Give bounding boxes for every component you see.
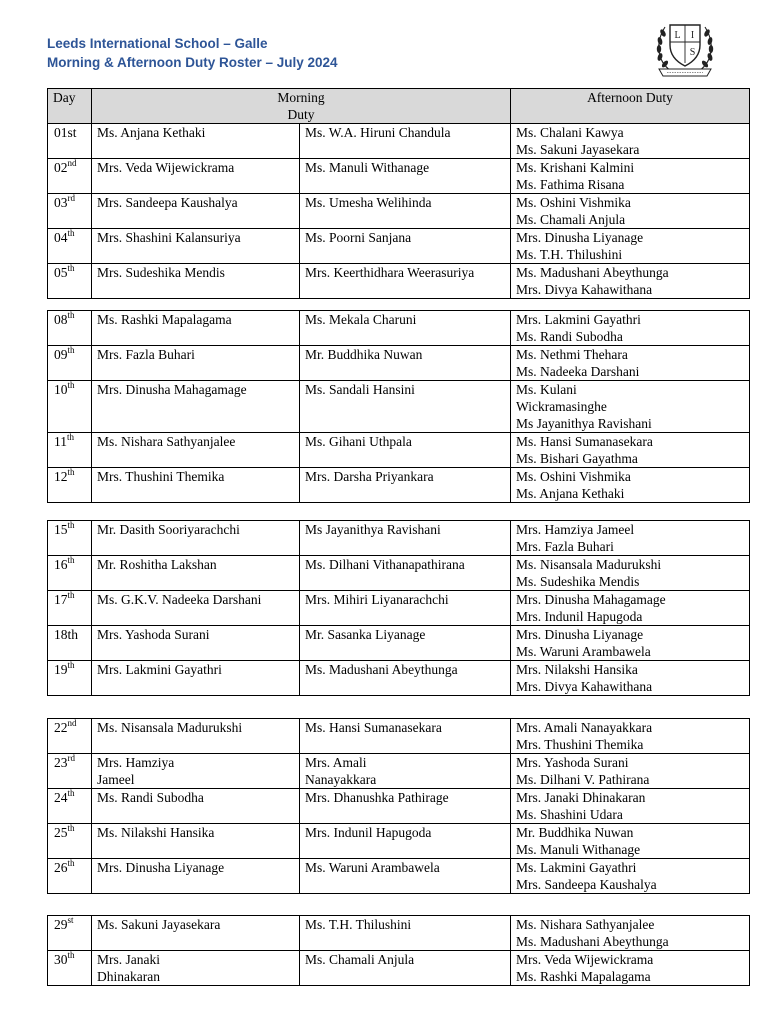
afternoon-duty-teachers [511, 754, 750, 789]
svg-text:S: S [689, 47, 696, 58]
afternoon-duty-teachers [511, 824, 750, 859]
name-line: Ms. Manuli Withanage [516, 842, 641, 857]
name-line: Mrs. Lakmini Gayathri [97, 662, 222, 677]
day-cell [48, 433, 92, 468]
morning-duty-teacher-1 [92, 229, 300, 264]
name-line: Ms. Rashki Mapalagama [516, 969, 651, 984]
name-line: Mrs. Fazla Buhari [516, 539, 614, 554]
name-line: Ms. Madushani Abeythunga [305, 662, 458, 677]
name-line: Mrs. Hamziya Jameel [516, 522, 635, 537]
morning-duty-teacher-1 [92, 626, 300, 661]
day-suffix: th [67, 263, 75, 273]
column-header-day: Day [48, 89, 92, 124]
morning-duty-teacher-1 [92, 661, 300, 696]
name-line: Jameel [97, 772, 135, 787]
name-line: Ms. Nethmi Thehara [516, 347, 628, 362]
name-line: Dhinakaran [97, 969, 160, 984]
day-cell [48, 916, 92, 951]
name-line: Mrs. Divya Kahawithana [516, 282, 653, 297]
name-line: Ms. Nadeeka Darshani [516, 364, 640, 379]
name-line: Mr. Roshitha Lakshan [97, 557, 217, 572]
name-line: Ms. Umesha Welihinda [305, 195, 432, 210]
name-line: Ms. Oshini Vishmika [516, 469, 631, 484]
day-number: 25 [54, 825, 68, 840]
day-suffix: th [67, 310, 75, 320]
name-line: Ms. Chamali Anjula [305, 952, 415, 967]
school-name: Leeds International School – Galle [47, 36, 268, 51]
day-number: 16 [54, 557, 68, 572]
name-line: Ms. Dilhani V. Pathirana [516, 772, 650, 787]
name-line: Ms. Krishani Kalmini [516, 160, 635, 175]
column-header-afternoon-duty: Afternoon Duty [511, 89, 750, 124]
name-line: Mrs. Amali Nanayakkara [516, 720, 653, 735]
name-line: Ms. Madushani Abeythunga [516, 265, 669, 280]
afternoon-duty-teachers [511, 264, 750, 299]
name-line: Ms. Anjana Kethaki [516, 486, 625, 501]
name-line: Mrs. Sudeshika Mendis [97, 265, 225, 280]
morning-duty-teacher-1 [92, 754, 300, 789]
morning-duty-teacher-2 [300, 626, 511, 661]
day-number: 15 [54, 522, 68, 537]
name-line: Ms. Sakuni Jayasekara [516, 142, 640, 157]
name-line: Ms. Sakuni Jayasekara [97, 917, 221, 932]
name-line: Mrs. Veda Wijewickrama [516, 952, 654, 967]
day-number: 23 [54, 755, 68, 770]
name-line: Ms. Oshini Vishmika [516, 195, 631, 210]
morning-duty-teacher-2 [300, 521, 511, 556]
afternoon-duty-teachers [511, 433, 750, 468]
day-suffix: th [67, 590, 75, 600]
name-line: Mrs. Shashini Kalansuriya [97, 230, 241, 245]
morning-duty-teacher-1 [92, 951, 300, 986]
name-line: Mrs. Dinusha Liyanage [516, 627, 644, 642]
morning-duty-teacher-1 [92, 159, 300, 194]
table-row [48, 719, 750, 754]
afternoon-duty-teachers [511, 859, 750, 894]
day-cell [48, 381, 92, 433]
table-row [48, 916, 750, 951]
name-line: Ms. Randi Subodha [516, 329, 623, 344]
afternoon-duty-teachers [511, 626, 750, 661]
morning-header-line: Morning [277, 90, 325, 105]
morning-duty-teacher-1 [92, 916, 300, 951]
morning-duty-teacher-1 [92, 124, 300, 159]
name-line: Ms. Nishara Sathyanjalee [516, 917, 655, 932]
morning-duty-teacher-2 [300, 591, 511, 626]
roster-title: Morning & Afternoon Duty Roster – July 2024 [47, 55, 338, 70]
afternoon-duty-teachers [511, 468, 750, 503]
day-number: 08 [54, 312, 68, 327]
name-line: Ms. Nisansala Madurukshi [516, 557, 662, 572]
day-suffix: th [67, 467, 75, 477]
day-cell [48, 556, 92, 591]
name-line: Ms. Randi Subodha [97, 790, 204, 805]
day-cell [48, 626, 92, 661]
day-cell [48, 719, 92, 754]
name-line: Mrs. Janaki Dhinakaran [516, 790, 646, 805]
svg-text:L: L [674, 30, 681, 41]
name-line: Wickramasinghe [516, 399, 607, 414]
name-line: Mrs. Janaki [97, 952, 160, 967]
day-number: 09 [54, 347, 68, 362]
morning-duty-teacher-2 [300, 661, 511, 696]
morning-duty-teacher-1 [92, 264, 300, 299]
morning-duty-teacher-2 [300, 264, 511, 299]
morning-duty-teacher-2 [300, 754, 511, 789]
day-number: 02 [54, 160, 68, 175]
name-line: Mrs. Divya Kahawithana [516, 679, 653, 694]
name-line: Mrs. Dinusha Mahagamage [516, 592, 666, 607]
day-suffix: st [67, 915, 74, 925]
name-line: Ms. Fathima Risana [516, 177, 625, 192]
morning-duty-teacher-2 [300, 381, 511, 433]
day-cell [48, 859, 92, 894]
day-cell [48, 754, 92, 789]
morning-duty-teacher-2 [300, 433, 511, 468]
table-row [48, 754, 750, 789]
table-header-row [48, 89, 750, 124]
name-line: Ms. Anjana Kethaki [97, 125, 206, 140]
afternoon-duty-teachers [511, 229, 750, 264]
morning-duty-teacher-1 [92, 346, 300, 381]
table-row [48, 311, 750, 346]
name-line: Mrs. Dhanushka Pathirage [305, 790, 449, 805]
morning-duty-teacher-1 [92, 194, 300, 229]
day-number: 01st [54, 125, 77, 140]
morning-duty-teacher-1 [92, 556, 300, 591]
name-line: Ms. T.H. Thilushini [305, 917, 412, 932]
day-suffix: rd [67, 753, 75, 763]
name-line: Mrs. Hamziya [97, 755, 175, 770]
name-line: Mr. Sasanka Liyanage [305, 627, 426, 642]
afternoon-duty-teachers [511, 124, 750, 159]
morning-duty-teacher-1 [92, 311, 300, 346]
name-line: Ms. Rashki Mapalagama [97, 312, 232, 327]
name-line: Ms. G.K.V. Nadeeka Darshani [97, 592, 262, 607]
day-number: 26 [54, 860, 68, 875]
morning-duty-teacher-1 [92, 468, 300, 503]
afternoon-duty-teachers [511, 951, 750, 986]
day-cell [48, 521, 92, 556]
name-line: Ms. Chalani Kawya [516, 125, 624, 140]
name-line: Ms. Waruni Arambawela [305, 860, 440, 875]
name-line: Ms. Poorni Sanjana [305, 230, 412, 245]
day-cell [48, 194, 92, 229]
morning-duty-teacher-1 [92, 381, 300, 433]
morning-duty-teacher-2 [300, 159, 511, 194]
day-suffix: th [67, 432, 75, 442]
name-line: Mrs. Yashoda Surani [516, 755, 629, 770]
name-line: Mrs. Thushini Themika [516, 737, 644, 752]
name-line: Mrs. Dinusha Liyanage [516, 230, 644, 245]
day-suffix: th [67, 380, 75, 390]
name-line: Ms Jayanithya Ravishani [305, 522, 441, 537]
table-row [48, 229, 750, 264]
morning-duty-teacher-2 [300, 859, 511, 894]
day-suffix: th [67, 555, 75, 565]
day-cell [48, 229, 92, 264]
day-suffix: nd [67, 158, 77, 168]
day-cell [48, 159, 92, 194]
morning-duty-teacher-2 [300, 719, 511, 754]
morning-duty-teacher-1 [92, 859, 300, 894]
morning-duty-teacher-2 [300, 789, 511, 824]
table-row [48, 789, 750, 824]
morning-duty-teacher-1 [92, 789, 300, 824]
name-line: Ms. Bishari Gayathma [516, 451, 638, 466]
name-line: Ms. Nilakshi Hansika [97, 825, 215, 840]
morning-duty-teacher-2 [300, 311, 511, 346]
roster-table-week-2 [47, 310, 750, 503]
morning-header-line: Duty [287, 107, 315, 122]
morning-duty-teacher-1 [92, 433, 300, 468]
day-number: 24 [54, 790, 68, 805]
day-suffix: nd [67, 718, 77, 728]
name-line: Ms Jayanithya Ravishani [516, 416, 652, 431]
day-cell [48, 311, 92, 346]
name-line: Mrs. Indunil Hapugoda [305, 825, 432, 840]
table-row [48, 159, 750, 194]
day-suffix: th [67, 788, 75, 798]
column-header-morning-duty [92, 89, 511, 124]
name-line: Ms. Sandali Hansini [305, 382, 415, 397]
day-number: 10 [54, 382, 68, 397]
name-line: Ms. Hansi Sumanasekara [305, 720, 442, 735]
name-line: Ms. Nisansala Madurukshi [97, 720, 243, 735]
day-cell [48, 591, 92, 626]
name-line: Mrs. Dinusha Mahagamage [97, 382, 247, 397]
name-line: Ms. Shashini Udara [516, 807, 623, 822]
day-cell [48, 124, 92, 159]
day-suffix: th [67, 950, 75, 960]
morning-duty-teacher-1 [92, 719, 300, 754]
morning-duty-teacher-2 [300, 556, 511, 591]
afternoon-duty-teachers [511, 591, 750, 626]
name-line: Ms. Chamali Anjula [516, 212, 626, 227]
roster-table-week-3 [47, 520, 750, 696]
name-line: Ms. Madushani Abeythunga [516, 934, 669, 949]
name-line: Ms. T.H. Thilushini [516, 247, 623, 262]
morning-duty-teacher-1 [92, 591, 300, 626]
day-number: 05 [54, 265, 68, 280]
table-row [48, 859, 750, 894]
day-number: 11 [54, 434, 67, 449]
table-row [48, 661, 750, 696]
day-cell [48, 346, 92, 381]
morning-duty-teacher-1 [92, 521, 300, 556]
table-row [48, 591, 750, 626]
name-line: Ms. Lakmini Gayathri [516, 860, 637, 875]
morning-duty-teacher-2 [300, 124, 511, 159]
afternoon-duty-teachers [511, 311, 750, 346]
name-line: Ms. Kulani [516, 382, 577, 397]
day-suffix: th [67, 345, 75, 355]
afternoon-duty-teachers [511, 194, 750, 229]
morning-duty-teacher-2 [300, 346, 511, 381]
name-line: Mr. Buddhika Nuwan [516, 825, 634, 840]
table-row [48, 194, 750, 229]
table-row [48, 468, 750, 503]
svg-text:I: I [690, 30, 695, 41]
name-line: Mr. Buddhika Nuwan [305, 347, 423, 362]
name-line: Mrs. Thushini Themika [97, 469, 225, 484]
name-line: Mrs. Fazla Buhari [97, 347, 195, 362]
day-number: 18th [54, 627, 79, 642]
name-line: Mrs. Sandeepa Kaushalya [516, 877, 657, 892]
afternoon-duty-teachers [511, 789, 750, 824]
day-number: 03 [54, 195, 68, 210]
name-line: Mrs. Sandeepa Kaushalya [97, 195, 238, 210]
day-suffix: rd [67, 193, 75, 203]
roster-table-week-1 [47, 88, 750, 299]
morning-duty-teacher-2 [300, 951, 511, 986]
name-line: Mrs. Dinusha Liyanage [97, 860, 225, 875]
name-line: Mrs. Veda Wijewickrama [97, 160, 235, 175]
name-line: Mrs. Keerthidhara Weerasuriya [305, 265, 475, 280]
day-number: 12 [54, 469, 68, 484]
afternoon-duty-teachers [511, 346, 750, 381]
name-line: Mrs. Lakmini Gayathri [516, 312, 641, 327]
name-line: Ms. Gihani Uthpala [305, 434, 412, 449]
name-line: Mrs. Mihiri Liyanarachchi [305, 592, 449, 607]
morning-duty-teacher-2 [300, 194, 511, 229]
afternoon-duty-teachers [511, 661, 750, 696]
day-suffix: th [67, 228, 75, 238]
morning-duty-teacher-2 [300, 468, 511, 503]
afternoon-duty-teachers [511, 719, 750, 754]
name-line: Ms. Manuli Withanage [305, 160, 430, 175]
name-line: Ms. Hansi Sumanasekara [516, 434, 653, 449]
table-row [48, 433, 750, 468]
morning-duty-teacher-2 [300, 229, 511, 264]
day-number: 19 [54, 662, 68, 677]
school-crest-logo [651, 13, 719, 83]
day-cell [48, 824, 92, 859]
day-number: 17 [54, 592, 68, 607]
table-row [48, 626, 750, 661]
table-row [48, 556, 750, 591]
afternoon-duty-teachers [511, 521, 750, 556]
name-line: Ms. Waruni Arambawela [516, 644, 651, 659]
day-suffix: th [67, 520, 75, 530]
morning-duty-teacher-1 [92, 824, 300, 859]
table-row [48, 951, 750, 986]
name-line: Mrs. Amali [305, 755, 367, 770]
day-number: 30 [54, 952, 68, 967]
day-suffix: th [67, 823, 75, 833]
day-number: 29 [54, 917, 68, 932]
table-row [48, 824, 750, 859]
afternoon-duty-teachers [511, 556, 750, 591]
name-line: Ms. Mekala Charuni [305, 312, 417, 327]
day-suffix: th [67, 660, 75, 670]
table-row [48, 381, 750, 433]
table-row [48, 521, 750, 556]
name-line: Mrs. Nilakshi Hansika [516, 662, 638, 677]
table-row [48, 346, 750, 381]
day-cell [48, 264, 92, 299]
name-line: Ms. Dilhani Vithanapathirana [305, 557, 465, 572]
day-number: 04 [54, 230, 68, 245]
name-line: Ms. Nishara Sathyanjalee [97, 434, 236, 449]
afternoon-duty-teachers [511, 916, 750, 951]
roster-table-week-5 [47, 915, 750, 986]
afternoon-duty-teachers [511, 381, 750, 433]
name-line: Nanayakkara [305, 772, 377, 787]
name-line: Mrs. Darsha Priyankara [305, 469, 434, 484]
name-line: Mr. Dasith Sooriyarachchi [97, 522, 240, 537]
roster-table-week-4 [47, 718, 750, 894]
day-cell [48, 661, 92, 696]
day-cell [48, 468, 92, 503]
name-line: Ms. Sudeshika Mendis [516, 574, 640, 589]
morning-duty-teacher-2 [300, 824, 511, 859]
day-cell [48, 951, 92, 986]
morning-duty-teacher-2 [300, 916, 511, 951]
name-line: Mrs. Indunil Hapugoda [516, 609, 643, 624]
day-suffix: th [67, 858, 75, 868]
day-cell [48, 789, 92, 824]
table-row [48, 264, 750, 299]
name-line: Ms. W.A. Hiruni Chandula [305, 125, 451, 140]
day-number: 22 [54, 720, 68, 735]
name-line: Mrs. Yashoda Surani [97, 627, 210, 642]
afternoon-duty-teachers [511, 159, 750, 194]
table-row [48, 124, 750, 159]
